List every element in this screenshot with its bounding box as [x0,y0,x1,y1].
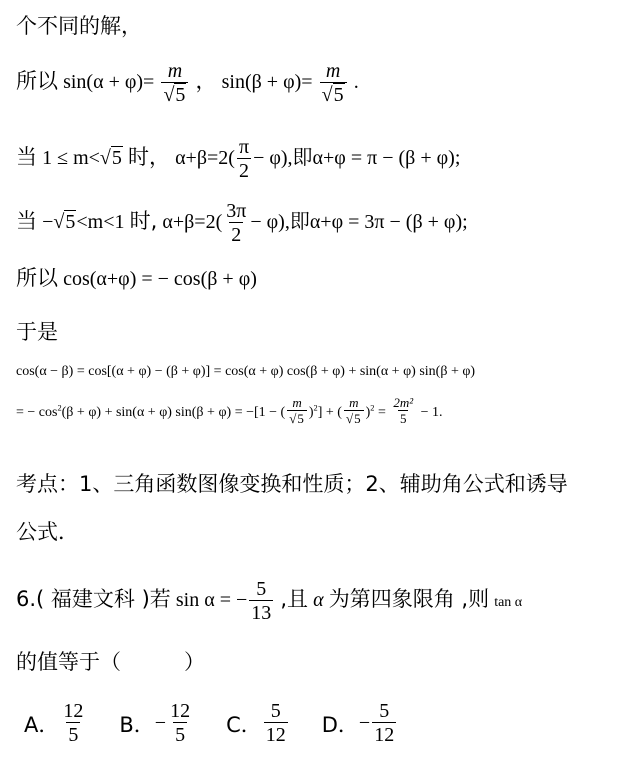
math-expr: = − $\cos^2(\beta + \varphi) + \sin(\alpha + \varphi) \sin(\beta + \varphi) = -[1$ − ( [16,403,286,420]
text: 6.( 福建文科 )若 [16,587,171,611]
text: 公式． [16,520,79,544]
denominator: 2 [231,224,242,246]
text-line [16,516,79,546]
fraction [320,60,347,107]
math-expr: α+β=2( [162,211,223,233]
option-d[interactable] [322,700,398,747]
text: 当 [16,209,37,233]
math-line [16,200,468,247]
option-label: A． [24,712,60,737]
math-expr: cos(α − β) = cos[(α + φ) − (β + φ)] = cos(α + φ) cos(β + φ) + sin(α + φ) sin(β + φ) [16,364,476,379]
denominator: √5 [161,82,188,107]
numerator: π [238,136,250,158]
math-line [16,262,257,292]
option-c[interactable] [226,700,290,747]
text: 所以 [16,266,58,290]
sqrt: √5 [53,211,76,233]
numerator: 5 [256,578,267,600]
text: 为第四象限角 ,则 [328,587,490,611]
option-sign: − [154,712,167,734]
numerator: m [325,60,341,82]
numerator: 5 [270,700,281,722]
option-fraction [372,700,396,747]
numerator: 5 [379,700,390,722]
math-line [16,60,359,107]
text: 时， [127,145,170,169]
math-expr: − 1. [417,404,443,420]
text: 于是 [16,320,58,344]
option-label: C． [226,712,262,737]
option-fraction [168,700,192,747]
text-line [16,10,142,40]
text: ,且 [280,587,309,611]
option-a[interactable] [24,700,87,747]
fraction [161,60,188,107]
denominator: √5 [344,410,364,427]
condition: 1 ≤ m< [42,147,100,169]
option-sign: − [358,712,371,734]
numerator: m [167,60,183,82]
period: . [353,71,359,93]
fraction [287,396,307,427]
math-line [16,360,475,380]
text: 的值等于（ ） [16,650,205,674]
separator: ， [195,69,217,93]
fraction [237,136,251,183]
option-fraction [264,700,288,747]
question-line [16,578,522,625]
text: 当 [16,145,37,169]
numerator: m [349,395,359,410]
option-label: D． [321,712,359,737]
math-expr: )$^2$ = [365,403,390,420]
text: 时, [129,209,158,233]
numerator: 2m² [393,395,414,410]
denominator: 13 [251,602,272,624]
text: 考点：1、三角函数图像变换和性质；2、辅助角公式和诱导 [16,472,568,496]
math-expr: − φ),即α+φ = 3π − (β + φ); [250,211,468,233]
fraction [249,578,273,625]
math-expr: cos(α+φ) = − cos(β + φ) [63,268,257,290]
math-expr: α+β=2( [175,147,235,169]
text-line [16,468,568,498]
text: 所以 [16,69,58,93]
text-line [16,316,58,346]
math-expr: tan α [494,595,523,610]
fraction [224,200,248,247]
fraction [391,396,415,427]
math-expr: − φ),即α+φ = π − (β + φ); [253,147,461,169]
options-row [24,700,398,747]
math-line [16,136,460,183]
numerator: 12 [63,700,84,722]
math-expr: sin α = − [175,589,248,611]
numerator: 12 [170,700,191,722]
sqrt: √5 [99,147,122,169]
denominator: 5 [68,724,79,746]
math-expr: sin(α + φ)= [63,71,155,93]
math-line [16,396,443,427]
condition: − [42,211,54,233]
math-expr: sin(β + φ)= [221,71,313,93]
text-line [16,646,205,676]
option-fraction [61,700,85,747]
math-symbol: α [313,589,324,611]
text: 个不同的解， [16,14,142,38]
denominator: 12 [265,724,286,746]
denominator: 5 [399,411,407,427]
option-b[interactable] [119,700,194,747]
numerator: m [292,395,302,410]
denominator: √5 [287,410,307,427]
math-expr: )$^2$] + ( [308,403,342,420]
condition: <m<1 [76,211,125,233]
denominator: 5 [175,724,186,746]
option-label: B． [119,712,155,737]
fraction [344,396,364,427]
numerator: 3π [226,200,247,222]
denominator: √5 [320,82,347,107]
denominator: 2 [239,160,249,182]
denominator: 12 [374,724,395,746]
